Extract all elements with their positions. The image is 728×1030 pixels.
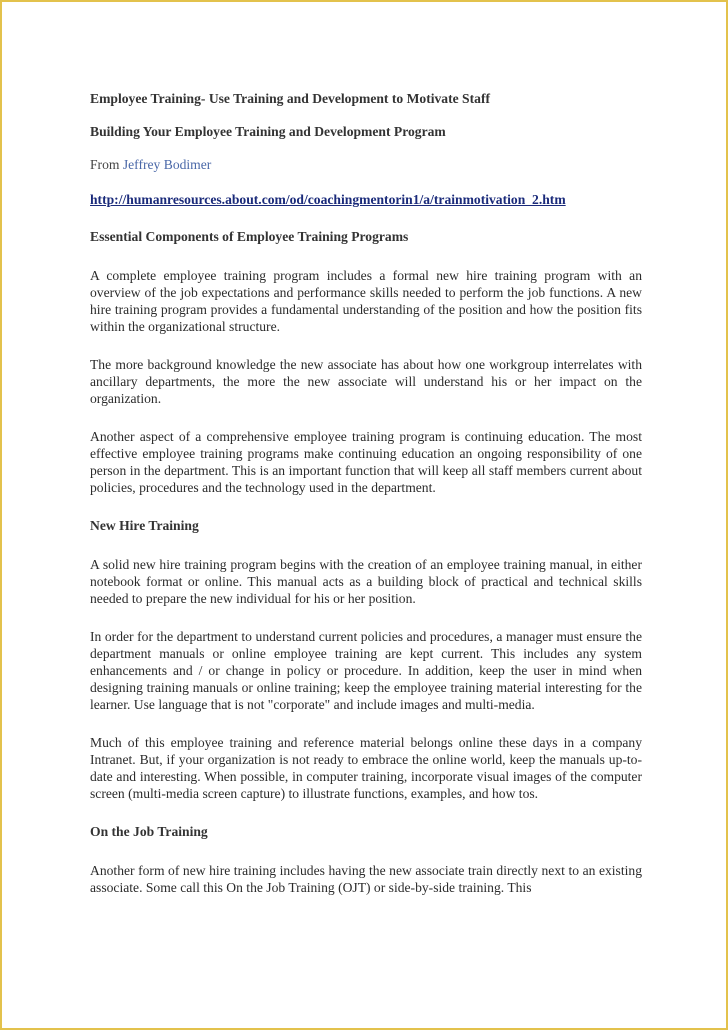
author-prefix: From [90,157,123,172]
paragraph: The more background knowledge the new associate has about how one workgroup interrelates with ancillary departments, the more the new associate will understand his or her impact on the organization. [90,357,642,406]
paragraph: Another form of new hire training includes having the new associate train directly next to an existing associate. Some call this On the Job Training (OJT) or side-by-side training. This [90,863,642,895]
source-url-link[interactable]: http://humanresources.about.com/od/coachingmentorin1/a/trainmotivation_2.htm [90,192,566,207]
paragraph: Much of this employee training and reference material belongs online these days in a company Intranet. But, if your organization is not ready to embrace the online world, keep the manuals up-to-date and interesting. When possible, in computer training, incorporate visual images of the computer screen (multi-media screen capture) to illustrate functions, examples, and how tos. [90,735,642,801]
paragraph: A complete employee training program includes a formal new hire training program with an overview of the job expectations and performance skills needed to perform the job functions. A new hire training program provides a fundamental understanding of the position and how the position fits within the organizational structure. [90,268,642,334]
paragraph: A solid new hire training program begins with the creation of an employee training manual, in either notebook format or online. This manual acts as a building block of practical and technical skills needed to prepare the new individual for his or her position. [90,557,642,606]
document-content [90,90,642,917]
section-heading-on-the-job-training: On the Job Training [90,824,208,839]
section-heading-essential-components: Essential Components of Employee Training Programs [90,229,409,244]
paragraph: Another aspect of a comprehensive employee training program is continuing education. The most effective employee training programs make continuing education an ongoing responsibility of one person in the department. This is an important function that will keep all staff members current about policies, procedures and the technology used in the department. [90,429,642,495]
document-title: Employee Training- Use Training and Development to Motivate Staff [90,91,490,106]
paragraph: In order for the department to understand current policies and procedures, a manager must ensure the department manuals or online employee training are kept current. This includes any system enhancements and / or change in policy or procedure. In addition, keep the user in mind when designing training manuals or online training; keep the employee training material interesting for the learner. Use language that is not "corporate" and include images and multi-media. [90,629,642,712]
document-subtitle: Building Your Employee Training and Development Program [90,124,446,139]
author-line [90,156,642,173]
section-heading-new-hire-training: New Hire Training [90,518,199,533]
author-link[interactable]: Jeffrey Bodimer [122,157,212,172]
